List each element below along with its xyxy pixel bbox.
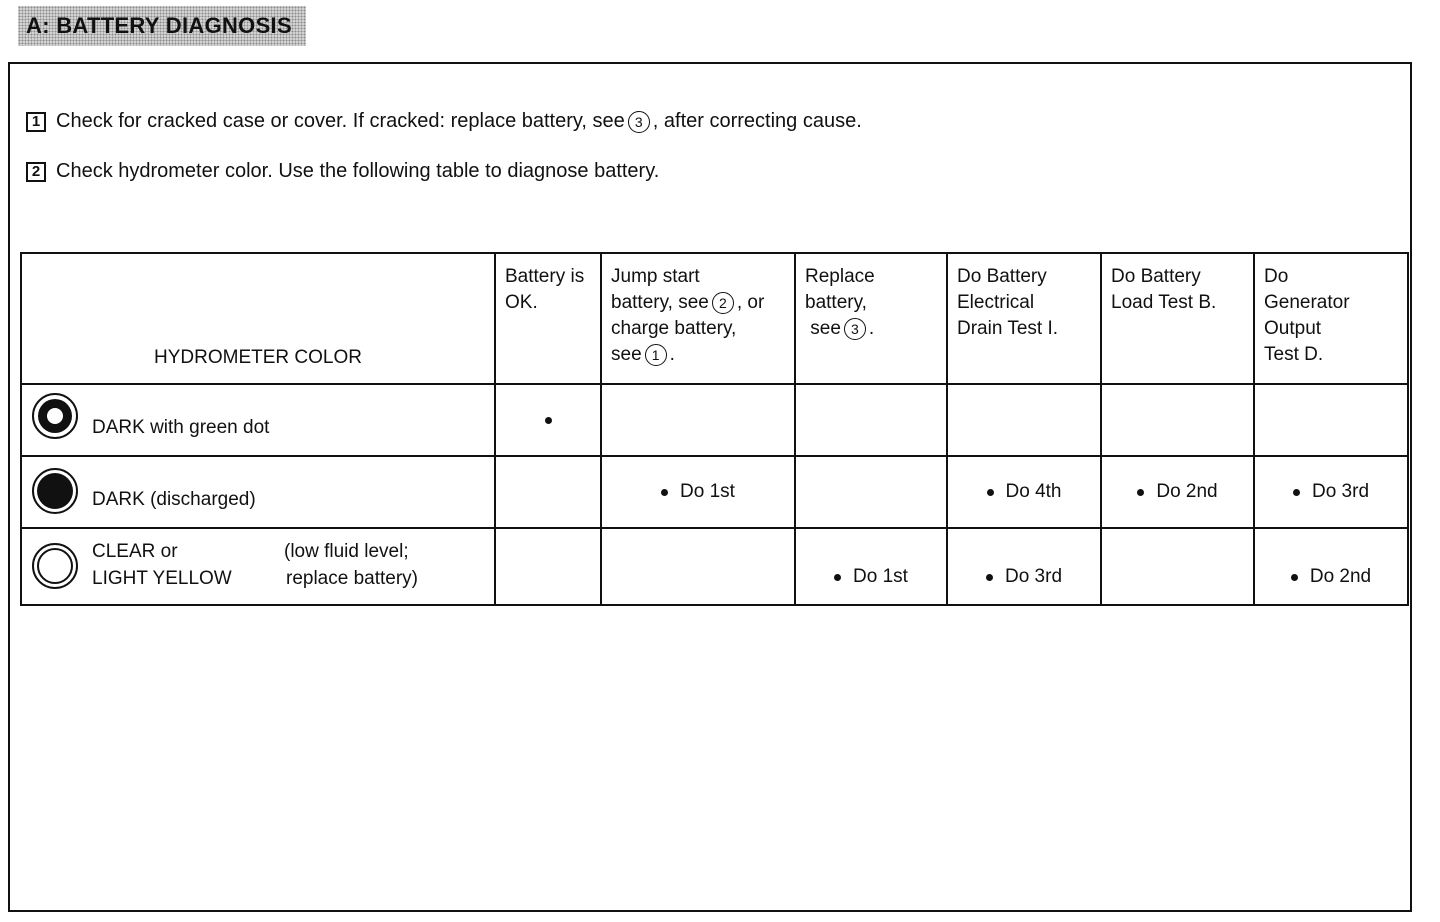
header-text: Drain Test I. xyxy=(957,318,1059,339)
step-number-box: 2 xyxy=(26,162,46,182)
header-text: Generator xyxy=(1264,292,1350,313)
header-text: Test D. xyxy=(1264,344,1324,365)
order-text: Do 1st xyxy=(680,481,735,502)
instruction-step-2 xyxy=(26,160,659,183)
empty-cell xyxy=(1101,528,1254,605)
instruction-step-1 xyxy=(26,110,862,133)
bullet-icon xyxy=(1137,489,1144,496)
step-number-box: 1 xyxy=(26,112,46,132)
bullet-icon xyxy=(661,489,668,496)
header-text: , or xyxy=(736,292,765,313)
hydrometer-dark-icon xyxy=(32,468,78,514)
hydrometer-color-cell xyxy=(21,384,495,456)
table-row xyxy=(21,384,1408,456)
header-text: Replace xyxy=(805,266,875,287)
reference-circle-2: 2 xyxy=(712,292,734,314)
reference-circle-3: 3 xyxy=(844,318,866,340)
order-text: Do 3rd xyxy=(1311,481,1370,502)
battery-ok-cell xyxy=(495,384,601,456)
step-1-text-end: , after correcting cause. xyxy=(652,110,862,132)
header-text: battery, see xyxy=(611,292,709,313)
empty-cell xyxy=(495,456,601,528)
header-text: Load Test B. xyxy=(1111,292,1217,313)
header-text: Electrical xyxy=(957,292,1035,313)
load-test-cell xyxy=(1101,456,1254,528)
empty-cell xyxy=(1101,384,1254,456)
reference-circle-1: 1 xyxy=(645,344,667,366)
header-text: battery, xyxy=(805,292,867,313)
drain-test-cell xyxy=(947,456,1101,528)
reference-circle-3: 3 xyxy=(628,111,650,133)
color-label: DARK with green dot xyxy=(92,417,270,438)
header-text: Do xyxy=(1264,266,1289,287)
bullet-icon xyxy=(1293,489,1300,496)
color-note: replace battery) xyxy=(286,568,419,589)
generator-test-cell xyxy=(1254,456,1408,528)
header-battery-ok: Battery is OK. xyxy=(495,253,601,384)
jump-start-cell xyxy=(601,456,795,528)
color-note: (low fluid level; xyxy=(284,541,409,562)
empty-cell xyxy=(1254,384,1408,456)
header-text: Do Battery xyxy=(1111,266,1201,287)
step-1-text: Check for cracked case or cover. If cracked: replace battery, see xyxy=(56,110,625,132)
header-hydrometer-color: HYDROMETER COLOR xyxy=(21,253,495,384)
diagnosis-table xyxy=(20,252,1409,606)
order-text: Do 1st xyxy=(853,566,908,587)
hydrometer-clear-icon xyxy=(32,543,78,589)
hydrometer-green-dot-icon xyxy=(32,393,78,439)
order-text: Do 3rd xyxy=(1004,566,1063,587)
empty-cell xyxy=(495,528,601,605)
header-text: Output xyxy=(1264,318,1322,339)
header-drain-test xyxy=(947,253,1101,384)
header-text: . xyxy=(868,318,875,339)
bullet-icon xyxy=(987,489,994,496)
table-header-row xyxy=(21,253,1408,384)
header-replace-battery xyxy=(795,253,947,384)
header-text: see xyxy=(611,344,642,365)
color-label: DARK (discharged) xyxy=(92,489,256,510)
table-row xyxy=(21,456,1408,528)
table-row xyxy=(21,528,1408,605)
bullet-icon xyxy=(545,417,552,424)
header-text: see xyxy=(810,318,841,339)
color-label: LIGHT YELLOW xyxy=(92,568,232,589)
header-jump-start xyxy=(601,253,795,384)
header-text: Do Battery xyxy=(957,266,1047,287)
order-text: Do 4th xyxy=(1005,481,1062,502)
color-label: CLEAR or xyxy=(92,541,178,562)
empty-cell xyxy=(601,528,795,605)
bullet-icon xyxy=(986,574,993,581)
replace-battery-cell xyxy=(795,528,947,605)
generator-test-cell xyxy=(1254,528,1408,605)
bullet-icon xyxy=(1291,574,1298,581)
empty-cell xyxy=(947,384,1101,456)
header-text: Jump start xyxy=(611,266,700,287)
header-load-test xyxy=(1101,253,1254,384)
empty-cell xyxy=(601,384,795,456)
hydrometer-color-cell xyxy=(21,528,495,605)
header-text: . xyxy=(669,344,675,365)
section-heading: A: BATTERY DIAGNOSIS xyxy=(18,6,306,46)
header-text: charge battery, xyxy=(611,318,737,339)
step-2-text: Check hydrometer color. Use the following table to diagnose battery. xyxy=(56,160,660,182)
drain-test-cell xyxy=(947,528,1101,605)
empty-cell xyxy=(795,456,947,528)
hydrometer-color-cell xyxy=(21,456,495,528)
order-text: Do 2nd xyxy=(1309,566,1372,587)
header-generator-test xyxy=(1254,253,1408,384)
order-text: Do 2nd xyxy=(1156,481,1218,502)
empty-cell xyxy=(795,384,947,456)
bullet-icon xyxy=(834,574,841,581)
